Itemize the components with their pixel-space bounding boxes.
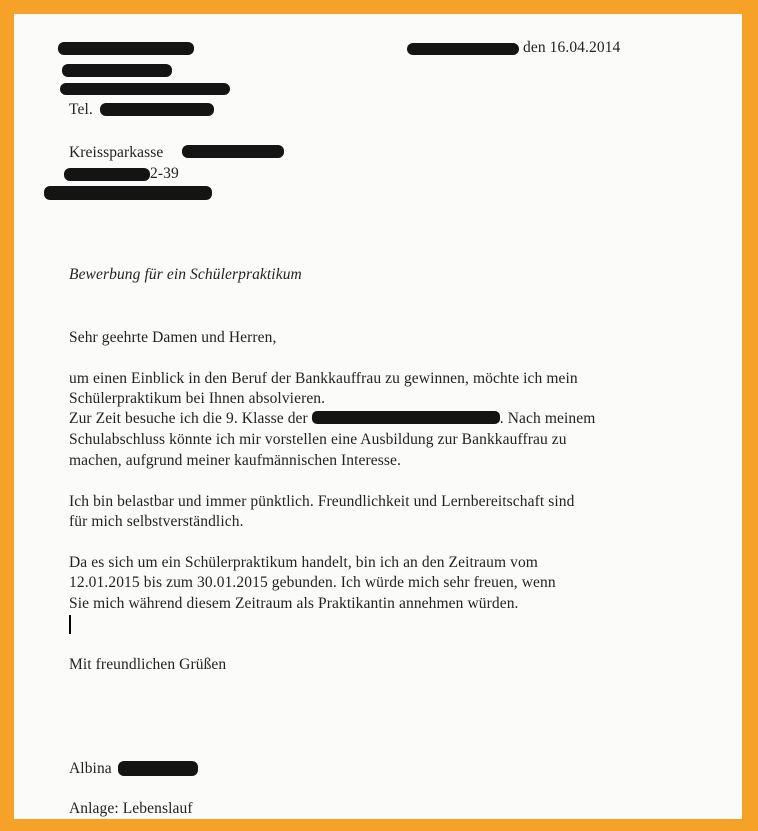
paragraph-1-line-4: Schulabschluss könnte ich mir vorstellen eine Ausbildung zur Bankkauffrau zu [69,431,567,448]
text-cursor [69,615,71,634]
paragraph-3-line-2: 12.01.2015 bis zum 30.01.2015 gebunden. Ich würde mich sehr freuen, wenn [69,574,556,591]
salutation: Sehr geehrte Damen und Herren, [69,329,277,346]
paragraph-2-line-1: Ich bin belastbar und immer pünktlich. Freundlichkeit und Lernbereitschaft sind [69,493,575,510]
redacted-recipient-street [64,168,150,181]
redacted-school-name [312,411,500,424]
paragraph-3-line-1: Da es sich um ein Schülerpraktikum handelt, bin ich an den Zeitraum vom [69,554,538,571]
letter-page [14,14,742,819]
sender-phone-label: Tel. [69,101,93,118]
redacted-surname [118,761,198,776]
redacted-sender-city [60,83,230,95]
paragraph-1-line-2: Schülerpraktikum bei Ihnen absolvieren. [69,390,326,407]
paragraph-3-line-3: Sie mich während diesem Zeitraum als Praktikantin annehmen würden. [69,595,519,612]
redacted-sender-street [62,64,172,77]
closing: Mit freundlichen Grüßen [69,656,227,673]
recipient-name: Kreissparkasse [69,144,164,161]
paragraph-1-line-5: machen, aufgrund meiner kaufmännischen Interesse. [69,452,401,469]
letter-subject: Bewerbung für ein Schülerpraktikum [69,266,302,283]
redacted-place [407,43,519,55]
enclosure: Anlage: Lebenslauf [69,800,193,817]
redacted-recipient-city-name [182,145,284,158]
paragraph-1-line-3 [69,409,595,429]
paragraph-2-line-2: für mich selbstverständlich. [69,513,244,530]
recipient-street-fragment: 2-39 [150,165,179,182]
letter-date: den 16.04.2014 [523,39,621,56]
redacted-sender-name [58,42,194,55]
paragraph-1-line-3-end: . Nach meinem [499,410,596,427]
signature-first-name: Albina [69,760,112,777]
paragraph-1-line-1: um einen Einblick in den Beruf der Bankkauffrau zu gewinnen, möchte ich mein [69,370,578,387]
redacted-recipient-city [44,186,212,200]
paragraph-1-line-3-start: Zur Zeit besuche ich die 9. Klasse der [69,410,308,427]
redacted-sender-phone [100,103,214,116]
